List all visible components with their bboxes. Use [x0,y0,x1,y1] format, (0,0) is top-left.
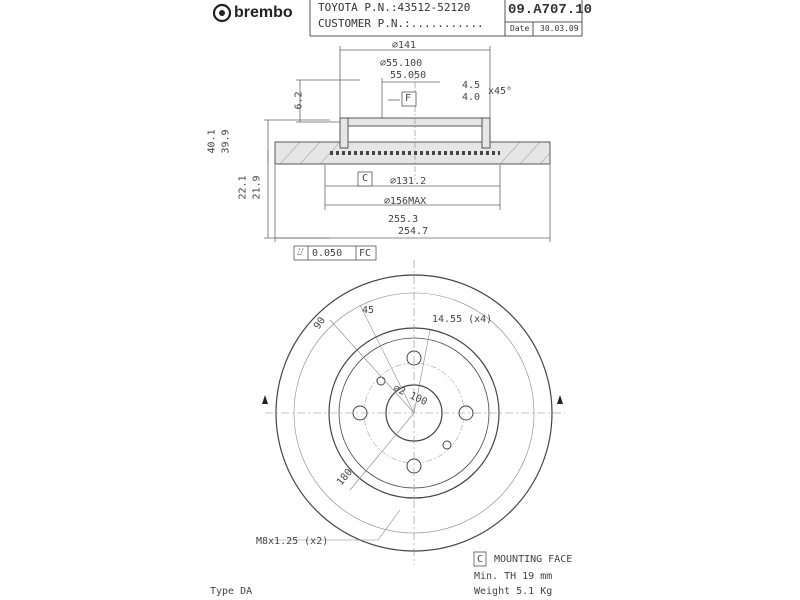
mounting-face-note: MOUNTING FACE [494,554,573,565]
oem-part-number: TOYOTA P.N.:43512-52120 [318,1,471,14]
tolerance-value: 0.050 [312,248,343,259]
thread-spec: M8x1.25 (x2) [256,536,329,547]
dim-131-2: ⌀131.2 [390,176,427,187]
dim-6-2: 6.2 [293,91,305,110]
dim-254-7: 254.7 [398,226,429,237]
type-note: Type DA [210,586,253,597]
dim-55-050: 55.050 [390,70,427,81]
tolerance-ref: FC [359,248,372,259]
chamfer: x45° [488,86,513,97]
angle-45: 45 [362,305,375,316]
tolerance-symbol: ⌰ [297,247,304,258]
dim-4-5: 4.5 [462,80,481,91]
weight-note: Weight 5.1 Kg [474,586,553,597]
customer-part-number: CUSTOMER P.N.:........... [318,17,484,30]
dim-156max: ⌀156MAX [384,196,427,207]
hole-size: 14.55 (x4) [432,314,493,325]
dim-255-3: 255.3 [388,214,419,225]
dim-22-1: 22.1 [237,175,249,200]
angle-90: 90 [312,315,328,332]
part-number: 09.A707.10 [508,2,593,18]
datum-f: F [405,93,412,104]
dim-180: 180 [335,467,356,488]
dim-21-9: 21.9 [251,175,263,200]
pcd: ⌀2 100 [391,382,429,409]
dim-55-100: ⌀55.100 [380,58,423,69]
datum-c: C [362,173,369,184]
dim-39-9: 39.9 [220,129,232,154]
min-thickness-note: Min. TH 19 mm [474,571,553,582]
dim-4-0: 4.0 [462,92,481,103]
mounting-face-symbol: C [477,554,484,565]
date-value: 30.03.09 [540,24,579,33]
brand-name: brembo [234,4,293,21]
date-label: Date [510,24,530,33]
dim-141: ⌀141 [392,40,417,51]
dim-40-1: 40.1 [206,129,218,154]
